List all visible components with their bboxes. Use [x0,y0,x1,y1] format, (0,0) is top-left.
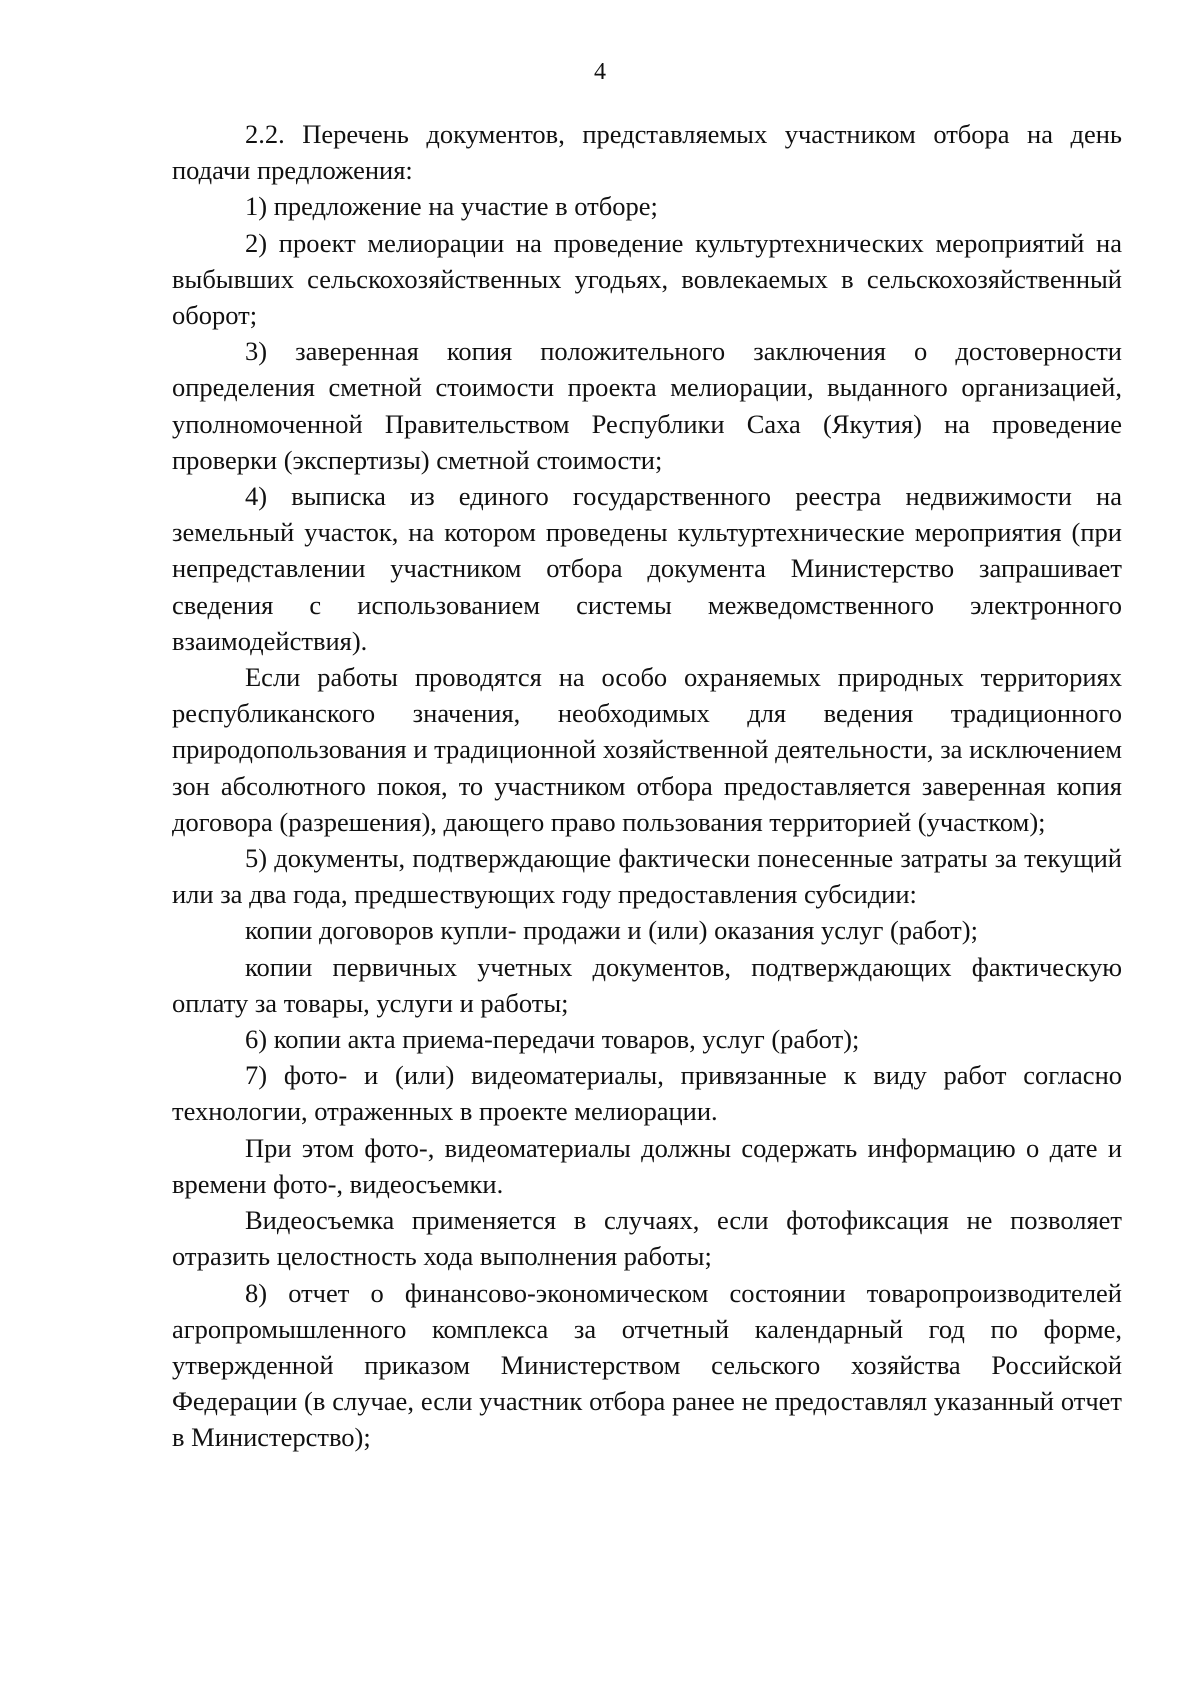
paragraph-photo-video-info: При этом фото-, видеоматериалы должны содержать информацию о дате и времени фото-, видеосъемки. [172,1132,1122,1199]
document-body [172,116,1122,1456]
sub-item-primary-documents: копии первичных учетных документов, подтверждающих фактическую оплату за товары, услуги и работы; [172,951,1122,1018]
list-item-5: 5) документы, подтверждающие фактически понесенные затраты за текущий или за два года, предшествующих году предоставления субсидии: [172,843,1122,910]
list-item-4: 4) выписка из единого государственного реестра недвижимости на земельный участок, на котором проведены культуртехнические мероприятия (при непредставлении участником отбора документа Министерство запрашивает сведения с использованием системы межведомственного электронного взаимодействия). [172,481,1122,656]
list-item-6: 6) копии акта приема-передачи товаров, услуг (работ); [245,1024,860,1055]
page-number: 4 [594,59,606,85]
sub-item-contracts: копии договоров купли- продажи и (или) оказания услуг (работ); [245,915,978,946]
list-item-8: 8) отчет о финансово-экономическом состоянии товаропроизводителей агропромышленного комплекса за отчетный календарный год по форме, утвержденной приказом Министерством сельского хозяйства Российской Федерации (в случае, если участник отбора ранее не предоставлял указанный отчет в Министерство); [172,1277,1122,1453]
list-item-7: 7) фото- и (или) видеоматериалы, привязанные к виду работ согласно технологии, отраженных в проекте мелиорации. [172,1060,1122,1127]
paragraph-protected-territories: Если работы проводятся на особо охраняемых природных территориях республиканского значения, необходимых для ведения традиционного природопользования и традиционной хозяйственной деятельности, за исключением зон абсолютного покоя, то участником отбора предоставляется заверенная копия договора (разрешения), дающего право пользования территорией (участком); [172,662,1122,837]
paragraph-2-2-heading: 2.2. Перечень документов, представляемых участником отбора на день подачи предложения: [172,119,1122,186]
paragraph-video-recording: Видеосъемка применяется в случаях, если фотофиксация не позволяет отразить целостность хода выполнения работы; [172,1205,1122,1272]
list-item-3: 3) заверенная копия положительного заключения о достоверности определения сметной стоимости проекта мелиорации, выданного организацией, уполномоченной Правительством Республики Саха (Якутия) на проведение проверки (экспертизы) сметной стоимости; [172,336,1122,475]
list-item-2: 2) проект мелиорации на проведение культуртехнических мероприятий на выбывших сельскохозяйственных угодьях, вовлекаемых в сельскохозяйственный оборот; [172,227,1122,331]
list-item-1: 1) предложение на участие в отборе; [245,191,658,222]
